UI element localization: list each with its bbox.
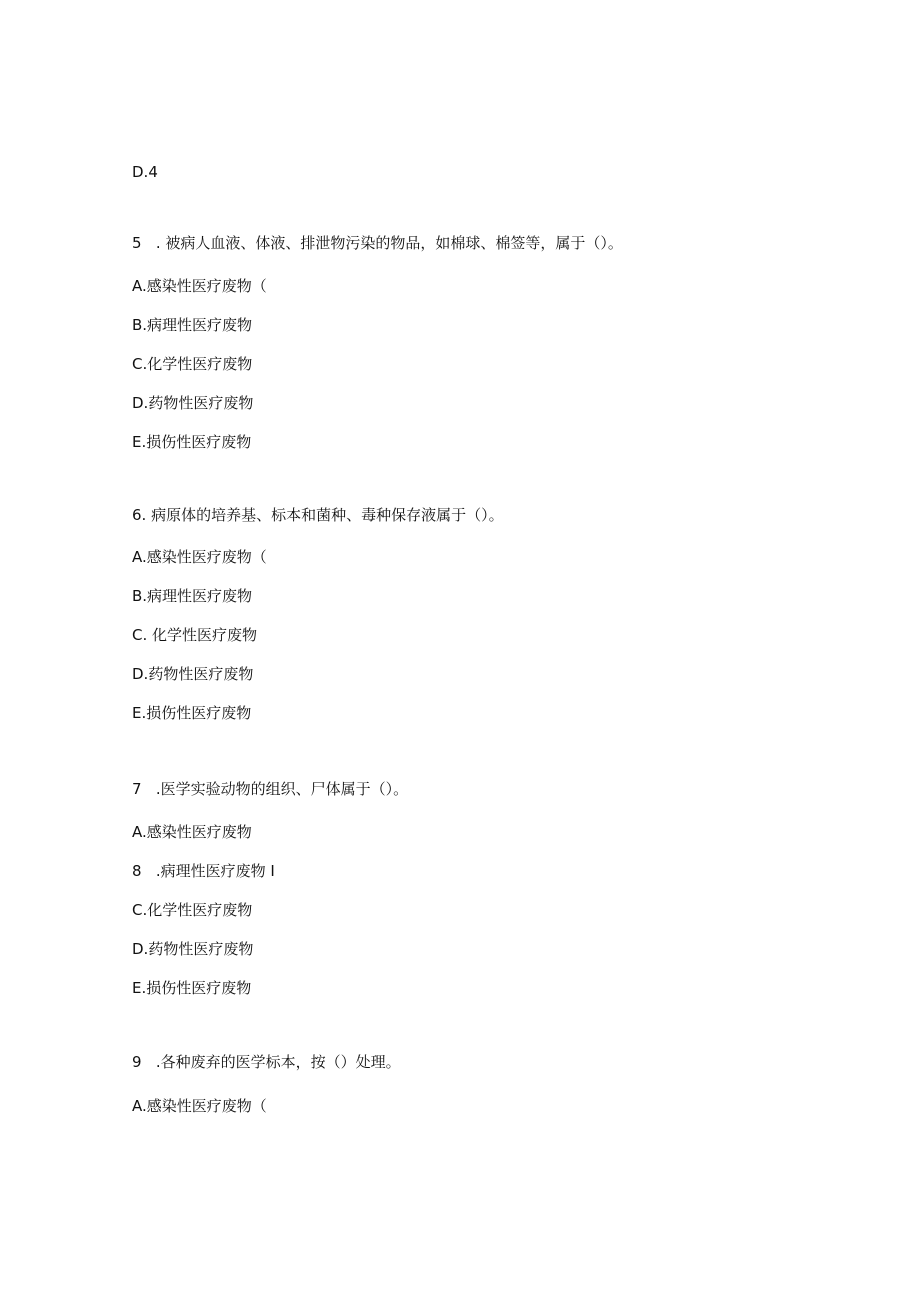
question-5: 5 . 被病人血液、体液、排泄物污染的物品，如棉球、棉签等，属于（）。 [132, 234, 623, 252]
q5-option-e: E.损伤性医疗废物 [132, 433, 252, 451]
q6-option-e: E.损伤性医疗废物 [132, 704, 252, 722]
question-9: 9 .各种废弃的医学标本，按（）处理。 [132, 1053, 401, 1071]
q7-option-c: C.化学性医疗废物 [132, 901, 253, 919]
q6-option-d: D.药物性医疗废物 [132, 665, 254, 683]
q6-option-a: A.感染性医疗废物（ [132, 548, 267, 566]
q9-option-a: A.感染性医疗废物（ [132, 1097, 267, 1115]
q7-option-e: E.损伤性医疗废物 [132, 979, 252, 997]
question-6: 6. 病原体的培养基、标本和菌种、毒种保存液属于（）。 [132, 506, 504, 524]
q5-option-b: B.病理性医疗废物 [132, 316, 253, 334]
q7-option-b: 8 .病理性医疗废物 I [132, 862, 275, 880]
q7-option-a: A.感染性医疗废物 [132, 823, 252, 841]
q6-option-b: B.病理性医疗废物 [132, 587, 253, 605]
q7-option-d: D.药物性医疗废物 [132, 940, 254, 958]
question-7: 7 .医学实验动物的组织、尸体属于（）。 [132, 780, 409, 798]
q5-option-d: D.药物性医疗废物 [132, 394, 254, 412]
option-d-prev: D.4 [132, 163, 158, 181]
q6-option-c: C. 化学性医疗废物 [132, 626, 258, 644]
q5-option-c: C.化学性医疗废物 [132, 355, 253, 373]
q5-option-a: A.感染性医疗废物（ [132, 277, 267, 295]
